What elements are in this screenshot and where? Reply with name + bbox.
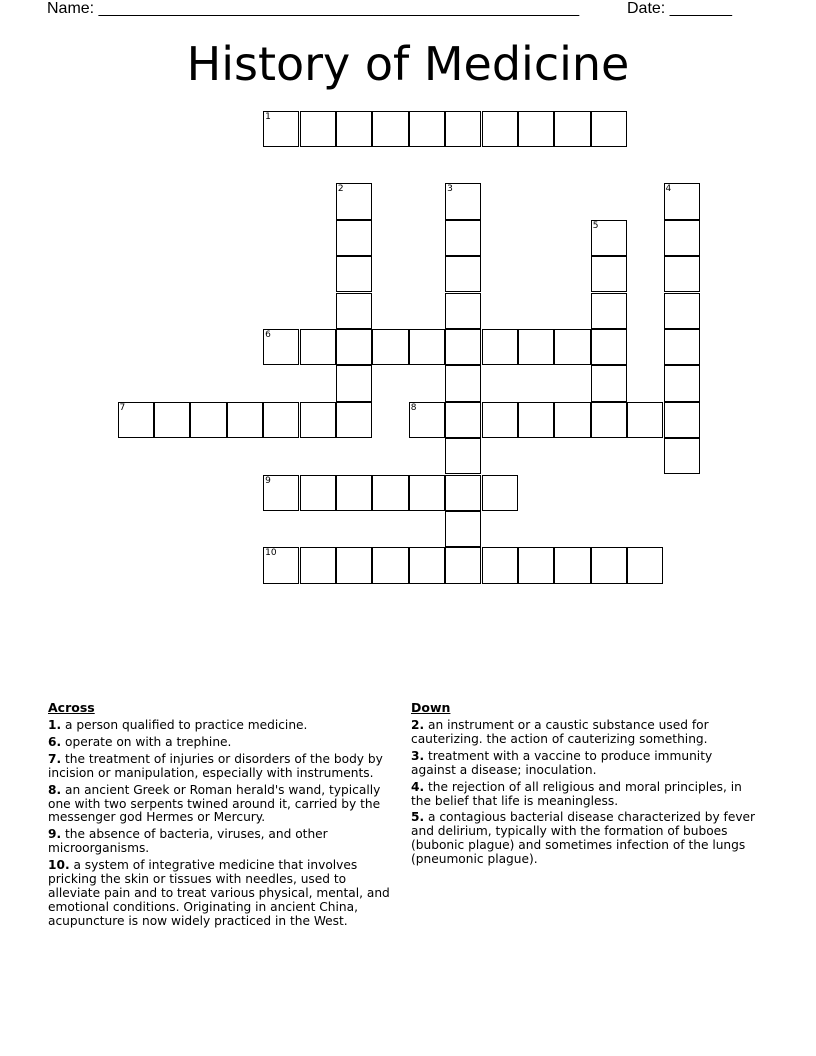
grid-cell[interactable] — [336, 293, 372, 329]
cell-number: 5 — [592, 220, 599, 231]
clue-number: 10. — [48, 858, 70, 873]
grid-cell[interactable] — [664, 329, 700, 365]
down-clues — [411, 700, 756, 870]
clue-text: an instrument or a caustic substance used for cauterizing. the action of cauterizing something. — [411, 718, 709, 746]
grid-cell[interactable] — [336, 547, 372, 583]
grid-cell[interactable] — [445, 220, 481, 256]
clue-across-6 — [48, 736, 393, 750]
grid-cell[interactable] — [263, 547, 299, 583]
grid-cell[interactable] — [664, 402, 700, 438]
grid-cell[interactable] — [445, 183, 481, 219]
grid-cell[interactable] — [445, 547, 481, 583]
grid-cell[interactable] — [482, 547, 518, 583]
page-title: History of Medicine — [186, 37, 630, 91]
grid-cell[interactable] — [300, 475, 336, 511]
clue-across-1 — [48, 719, 393, 733]
grid-cell[interactable] — [482, 329, 518, 365]
clue-number: 3. — [411, 748, 425, 763]
clue-text: a person qualified to practice medicine. — [65, 718, 308, 732]
grid-cell[interactable] — [664, 293, 700, 329]
clue-down-2 — [411, 719, 756, 747]
grid-cell[interactable] — [409, 547, 445, 583]
grid-cell[interactable] — [445, 475, 481, 511]
grid-cell[interactable] — [336, 365, 372, 401]
grid-cell[interactable] — [154, 402, 190, 438]
clue-number: 4. — [411, 779, 425, 794]
grid-cell[interactable] — [336, 111, 372, 147]
clue-number: 9. — [48, 827, 62, 842]
grid-cell[interactable] — [664, 256, 700, 292]
grid-cell[interactable] — [190, 402, 226, 438]
grid-cell[interactable] — [627, 402, 663, 438]
grid-cell[interactable] — [445, 511, 481, 547]
grid-cell[interactable] — [482, 475, 518, 511]
cell-number: 9 — [265, 475, 271, 486]
grid-cell[interactable] — [409, 402, 445, 438]
clue-down-4 — [411, 781, 756, 809]
grid-cell[interactable] — [554, 402, 590, 438]
grid-cell[interactable] — [445, 329, 481, 365]
clue-text: the rejection of all religious and moral principles, in the belief that life is meaningless. — [411, 779, 742, 808]
grid-cell[interactable] — [554, 547, 590, 583]
grid-cell[interactable] — [664, 365, 700, 401]
grid-cell[interactable] — [263, 329, 299, 365]
clue-number: 6. — [48, 734, 62, 749]
grid-cell[interactable] — [372, 329, 408, 365]
cell-number: 2 — [337, 184, 344, 195]
grid-cell[interactable] — [372, 547, 408, 583]
clue-across-10 — [48, 859, 393, 929]
grid-cell[interactable] — [518, 329, 554, 365]
grid-cell[interactable] — [627, 547, 663, 583]
grid-cell[interactable] — [409, 329, 445, 365]
grid-cell[interactable] — [445, 402, 481, 438]
clue-text: treatment with a vaccine to produce immunity against a disease; inoculation. — [411, 748, 713, 777]
clue-number: 7. — [48, 751, 62, 766]
name-field[interactable]: Name: ______________________________________________________ — [47, 0, 580, 17]
grid-cell[interactable] — [300, 547, 336, 583]
clue-text: a contagious bacterial disease characterized by fever and delirium, typically with the formation of buboes (bubonic plague) and sometimes infection of the lungs (pneumonic plague). — [411, 810, 756, 867]
grid-cell[interactable] — [300, 329, 336, 365]
grid-cell[interactable] — [445, 438, 481, 474]
grid-cell[interactable] — [445, 111, 481, 147]
grid-cell[interactable] — [336, 220, 372, 256]
grid-cell[interactable] — [664, 220, 700, 256]
date-field[interactable]: Date: _______ — [627, 0, 732, 17]
grid-cell[interactable] — [336, 475, 372, 511]
clue-down-5 — [411, 811, 756, 867]
grid-cell[interactable] — [336, 329, 372, 365]
across-clues — [48, 700, 393, 932]
clue-number: 8. — [48, 782, 62, 797]
clue-text: a system of integrative medicine that involves pricking the skin or tissues with needles, used to alleviate pain and to treat various physical, mental, and emotional conditions. Originating in ancient China, acupuncture is now widely practiced in the West. — [48, 858, 390, 928]
cell-number: 3 — [447, 184, 453, 195]
grid-cell[interactable] — [591, 256, 627, 292]
cell-number: 8 — [410, 402, 417, 413]
clue-across-9 — [48, 828, 393, 856]
clue-text: an ancient Greek or Roman herald's wand, typically one with two serpents twined around it, carried by the messenger god Hermes or Mercury. — [48, 782, 381, 825]
grid-cell[interactable] — [518, 402, 554, 438]
grid-cell[interactable] — [591, 547, 627, 583]
grid-cell[interactable] — [263, 402, 299, 438]
clue-text: the absence of bacteria, viruses, and other microorganisms. — [48, 827, 328, 856]
grid-cell[interactable] — [664, 183, 700, 219]
grid-cell[interactable] — [336, 183, 372, 219]
cell-number: 10 — [265, 548, 277, 559]
grid-cell[interactable] — [336, 256, 372, 292]
down-heading: Down — [411, 700, 451, 715]
grid-cell[interactable] — [591, 402, 627, 438]
grid-cell[interactable] — [372, 475, 408, 511]
grid-cell[interactable] — [336, 402, 372, 438]
grid-cell[interactable] — [118, 402, 154, 438]
grid-cell[interactable] — [591, 365, 627, 401]
grid-cell[interactable] — [518, 111, 554, 147]
grid-cell[interactable] — [445, 365, 481, 401]
cell-number: 6 — [265, 329, 271, 340]
grid-cell[interactable] — [445, 293, 481, 329]
grid-cell[interactable] — [554, 111, 590, 147]
grid-cell[interactable] — [591, 293, 627, 329]
grid-cell[interactable] — [409, 475, 445, 511]
grid-cell[interactable] — [482, 111, 518, 147]
clue-across-7 — [48, 753, 393, 781]
cell-number: 7 — [119, 402, 126, 413]
clue-text: the treatment of injuries or disorders of the body by incision or manipulation, especially with instruments. — [48, 751, 383, 780]
grid-cell[interactable] — [591, 111, 627, 147]
clue-number: 5. — [411, 810, 425, 825]
grid-cell[interactable] — [591, 329, 627, 365]
clue-number: 2. — [411, 718, 425, 732]
clue-text: operate on with a trephine. — [65, 734, 232, 749]
grid-cell[interactable] — [227, 402, 263, 438]
grid-cell[interactable] — [409, 111, 445, 147]
grid-cell[interactable] — [664, 438, 700, 474]
grid-cell[interactable] — [554, 329, 590, 365]
clue-down-3 — [411, 750, 756, 778]
clue-across-8 — [48, 784, 393, 826]
grid-cell[interactable] — [300, 402, 336, 438]
cell-number: 4 — [665, 184, 672, 195]
grid-cell[interactable] — [263, 475, 299, 511]
grid-cell[interactable] — [482, 402, 518, 438]
across-heading: Across — [48, 700, 95, 715]
clue-number: 1. — [48, 718, 62, 732]
grid-cell[interactable] — [300, 111, 336, 147]
cell-number: 1 — [265, 111, 271, 122]
grid-cell[interactable] — [445, 256, 481, 292]
grid-cell[interactable] — [372, 111, 408, 147]
grid-cell[interactable] — [518, 547, 554, 583]
grid-cell[interactable] — [263, 111, 299, 147]
grid-cell[interactable] — [591, 220, 627, 256]
